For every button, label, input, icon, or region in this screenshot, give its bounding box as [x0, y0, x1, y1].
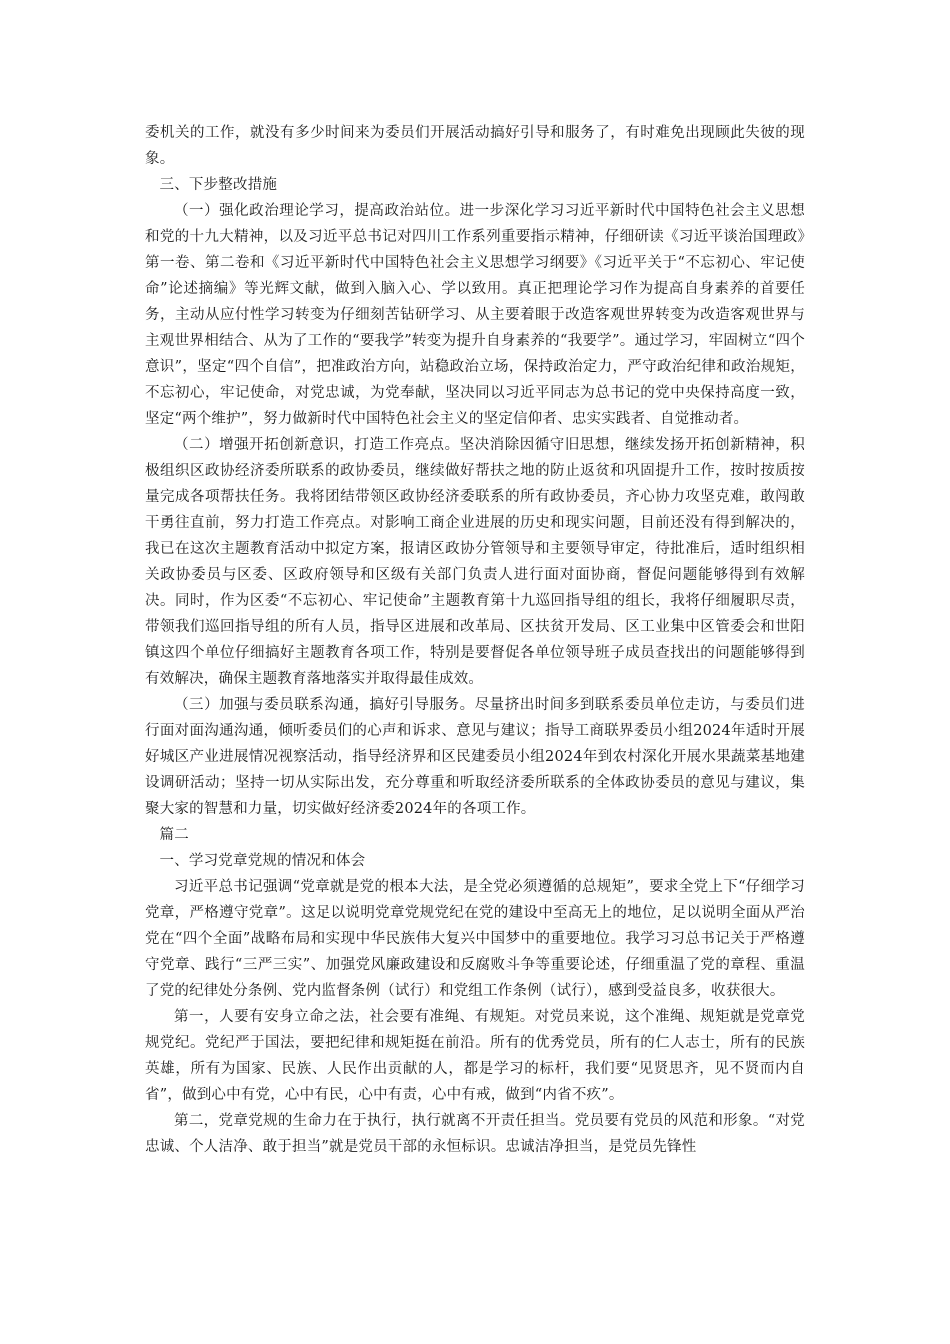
- section-heading-study: 一、学习党章党规的情况和体会: [159, 853, 366, 869]
- section-heading-rectification: 三、下步整改措施: [159, 177, 278, 193]
- section-heading-part-two: 篇二: [159, 827, 189, 843]
- document-body: [145, 120, 805, 1160]
- paragraph-measure-2: （二）增强开拓创新意识，打造工作亮点。坚决消除因循守旧思想，继续发扬开拓创新精神，积极组织区政协经济委所联系的政协委员，继续做好帮扶之地的防止返贫和巩固提升工作，按时按质按量完成各项帮扶任务。我将团结带领区政协经济委联系的所有政协委员，齐心协力攻坚克难，敢闯敢干勇往直前，努力打造工作亮点。对影响工商企业进展的历史和现实问题，目前还没有得到解决的，我已在这次主题教育活动中拟定方案，报请区政协分管领导和主要领导审定，待批准后，适时组织相关政协委员与区委、区政府领导和区级有关部门负责人进行面对面协商，督促问题能够得到有效解决。同时，作为区委“不忘初心、牢记使命”主题教育第十九巡回指导组的组长，我将仔细履职尽责，带领我们巡回指导组的所有人员，指导区进展和改革局、区扶贫开发局、区工业集中区管委会和世阳镇这四个单位仔细搞好主题教育各项工作，特别是要督促各单位领导班子成员查找出的问题能够得到有效解决，确保主题教育落地落实并取得最佳成效。: [145, 437, 805, 687]
- paragraph-study-intro: 习近平总书记强调“党章就是党的根本大法，是全党必须遵循的总规矩”，要求全党上下“仔细学习党章，严格遵守党章”。这足以说明党章党规党纪在党的建设中至高无上的地位，足以说明全面从严治党在“四个全面”战略布局和实现中华民族伟大复兴中国梦中的重要地位。我学习习总书记关于严格遵守党章、践行“三严三实”、加强党风廉政建设和反腐败斗争等重要论述，仔细重温了党的章程、重温了党的纪律处分条例、党内监督条例（试行）和党组工作条例（试行），感到受益良多，收获很大。: [145, 879, 805, 999]
- paragraph-continuation: 委机关的工作，就没有多少时间来为委员们开展活动搞好引导和服务了，有时难免出现顾此失彼的现象。: [145, 125, 805, 167]
- paragraph-measure-1: （一）强化政治理论学习，提高政治站位。进一步深化学习习近平新时代中国特色社会主义思想和党的十九大精神，以及习近平总书记对四川工作系列重要指示精神，仔细研读《习近平谈治国理政》第一卷、第二卷和《习近平新时代中国特色社会主义思想学习纲要》《习近平关于“不忘初心、牢记使命”论述摘编》等光辉文献，做到入脑入心、学以致用。真正把理论学习作为提高自身素养的首要任务，主动从应付性学习转变为仔细刻苦钻研学习、从主要着眼于改造客观世界转变为改造客观世界与主观世界相结合、从为了工作的“要我学”转变为提升自身素养的“我要学”。通过学习，牢固树立“四个意识”，坚定“四个自信”，把准政治方向，站稳政治立场，保持政治定力，严守政治纪律和政治规矩，不忘初心，牢记使命，对党忠诚，为党奉献，坚决同以习近平同志为总书记的党中央保持高度一致，坚定“两个维护”，努力做新时代中国特色社会主义的坚定信仰者、忠实实践者、自觉推动者。: [145, 203, 805, 427]
- paragraph-point-2: 第二，党章党规的生命力在于执行，执行就离不开责任担当。党员要有党员的风范和形象。“对党忠诚、个人洁净、敢于担当”就是党员干部的永恒标识。忠诚洁净担当，是党员先锋性: [145, 1113, 805, 1155]
- paragraph-measure-3: （三）加强与委员联系沟通，搞好引导服务。尽量挤出时间多到联系委员单位走访，与委员们进行面对面沟通沟通，倾听委员们的心声和诉求、意见与建议；指导工商联界委员小组2024年适时开展好城区产业进展情况视察活动，指导经济界和区民建委员小组2024年到农村深化开展水果蔬菜基地建设调研活动；坚持一切从实际出发，充分尊重和听取经济委所联系的全体政协委员的意见与建议，集聚大家的智慧和力量，切实做好经济委2024年的各项工作。: [145, 697, 805, 817]
- paragraph-point-1: 第一，人要有安身立命之法，社会要有准绳、有规矩。对党员来说，这个准绳、规矩就是党章党规党纪。党纪严于国法，要把纪律和规矩挺在前沿。所有的优秀党员，所有的仁人志士，所有的民族英雄，所有为国家、民族、人民作出贡献的人，都是学习的标杆，我们要“见贤思齐，见不贤而内自省”，做到心中有党，心中有民，心中有责，心中有戒，做到“内省不疚”。: [145, 1009, 805, 1103]
